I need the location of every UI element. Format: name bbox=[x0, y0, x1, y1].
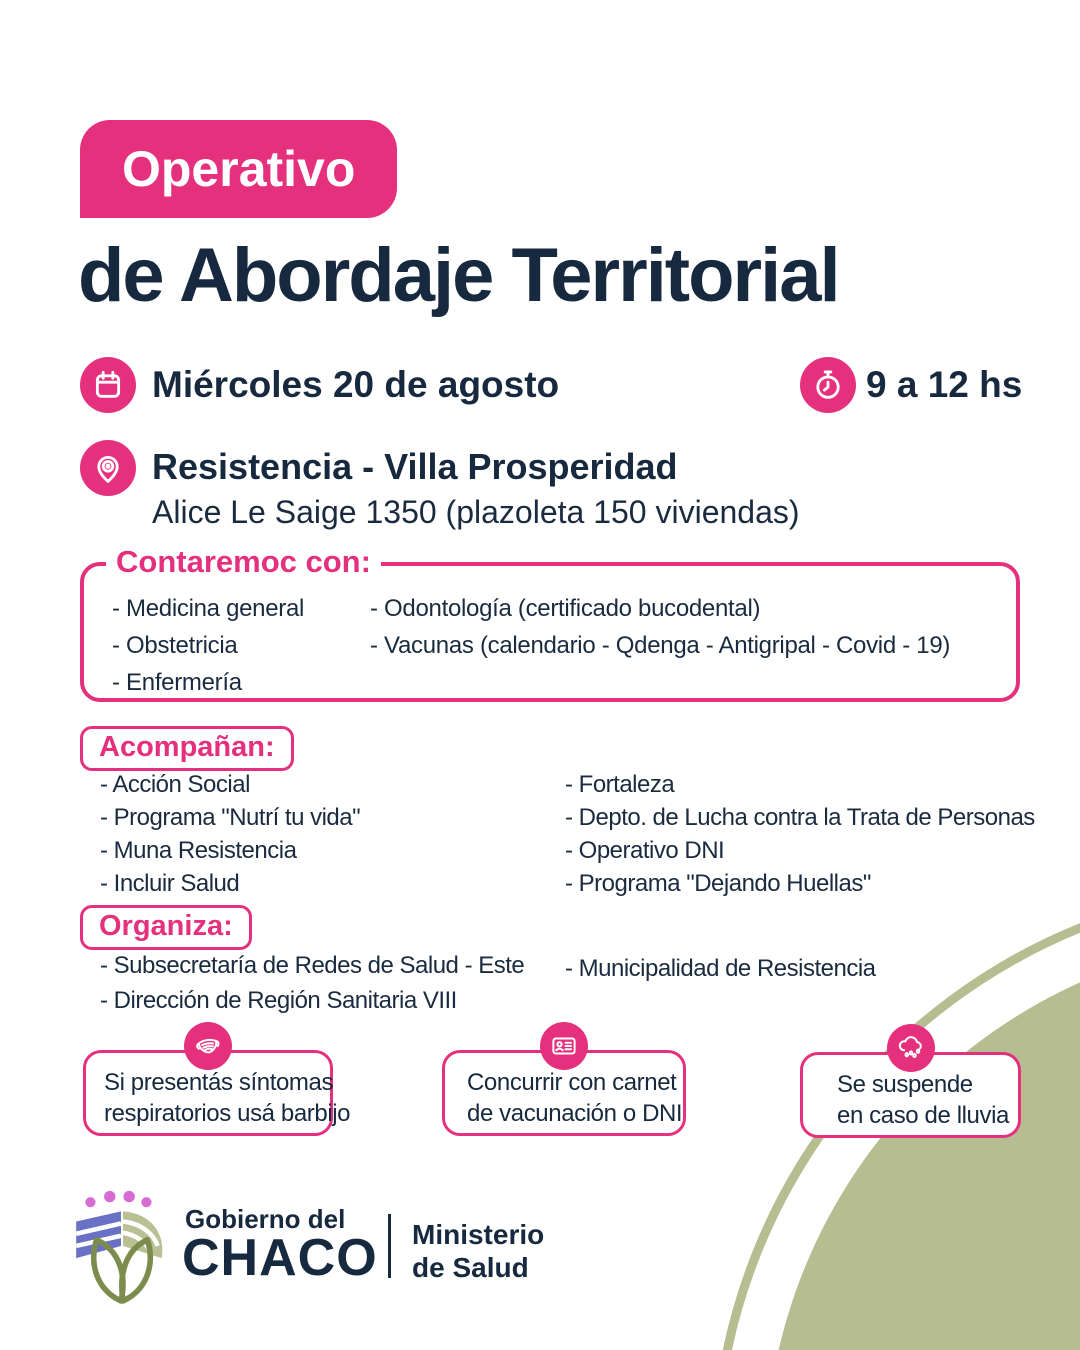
organize-label: Organiza: bbox=[80, 905, 252, 950]
services-column-1 bbox=[112, 590, 304, 701]
organize-column-2 bbox=[565, 952, 876, 985]
logo-chaco: CHACO bbox=[182, 1229, 378, 1287]
ministry-line: Ministerio bbox=[412, 1219, 545, 1250]
list-item: - Operativo DNI bbox=[565, 837, 725, 864]
notice-text bbox=[467, 1067, 682, 1129]
services-box bbox=[80, 544, 1020, 702]
id-card-icon bbox=[540, 1022, 588, 1070]
list-item: - Programa "Nutrí tu vida" bbox=[100, 804, 361, 831]
ministry-line: de Salud bbox=[412, 1252, 529, 1283]
event-time: 9 a 12 hs bbox=[866, 364, 1023, 405]
organize-column-1 bbox=[100, 948, 524, 1018]
list-item: - Programa "Dejando Huellas" bbox=[565, 870, 871, 897]
notice-line: Concurrir con carnet bbox=[467, 1069, 677, 1096]
event-place: Resistencia - Villa Prosperidad bbox=[152, 446, 678, 487]
list-item: - Fortaleza bbox=[565, 771, 675, 798]
rain-cloud-icon bbox=[887, 1024, 935, 1072]
accompany-column-1 bbox=[100, 768, 360, 900]
list-item: - Municipalidad de Resistencia bbox=[565, 955, 876, 982]
list-item: - Muna Resistencia bbox=[100, 837, 297, 864]
page-title: de Abordaje Territorial bbox=[78, 233, 839, 318]
services-label: Contaremoc con: bbox=[106, 544, 381, 580]
location-pin-icon bbox=[80, 440, 136, 496]
services-column-2 bbox=[370, 590, 950, 664]
accompany-label: Acompañan: bbox=[80, 726, 294, 771]
chaco-logo-emblem bbox=[66, 1186, 178, 1312]
list-item: - Incluir Salud bbox=[100, 870, 240, 897]
notice-card bbox=[442, 1050, 686, 1136]
calendar-icon bbox=[80, 357, 136, 413]
service-item: - Enfermería bbox=[112, 669, 242, 696]
service-item: - Medicina general bbox=[112, 595, 305, 622]
logo-ministry bbox=[412, 1218, 544, 1284]
notice-text bbox=[104, 1067, 350, 1129]
notice-line: respiratorios usá barbijo bbox=[104, 1100, 351, 1127]
face-mask-icon bbox=[184, 1022, 232, 1070]
service-item: - Vacunas (calendario - Qdenga - Antigripal - Covid - 19) bbox=[370, 632, 951, 659]
notice-line: de vacunación o DNI bbox=[467, 1100, 683, 1127]
accompany-column-2 bbox=[565, 768, 1035, 900]
list-item: - Depto. de Lucha contra la Trata de Personas bbox=[565, 804, 1035, 831]
service-item: - Obstetricia bbox=[112, 632, 238, 659]
notice-line: Se suspende bbox=[837, 1071, 973, 1098]
notice-line: en caso de lluvia bbox=[837, 1102, 1009, 1129]
notice-line: Si presentás síntomas bbox=[104, 1069, 334, 1096]
operativo-badge: Operativo bbox=[80, 120, 397, 218]
notice-mask bbox=[83, 1050, 351, 1136]
event-address: Alice Le Saige 1350 (plazoleta 150 viviendas) bbox=[152, 494, 800, 530]
notice-text bbox=[837, 1069, 1009, 1131]
logo-divider bbox=[388, 1214, 391, 1278]
list-item: - Dirección de Región Sanitaria VIII bbox=[100, 987, 457, 1014]
clock-icon bbox=[800, 357, 856, 413]
notice-rain bbox=[800, 1052, 1021, 1138]
service-item: - Odontología (certificado bucodental) bbox=[370, 595, 761, 622]
logo-gobierno-del: Gobierno del bbox=[185, 1204, 346, 1234]
list-item: - Acción Social bbox=[100, 771, 250, 798]
event-date: Miércoles 20 de agosto bbox=[152, 364, 560, 405]
list-item: - Subsecretaría de Redes de Salud - Este bbox=[100, 952, 525, 979]
